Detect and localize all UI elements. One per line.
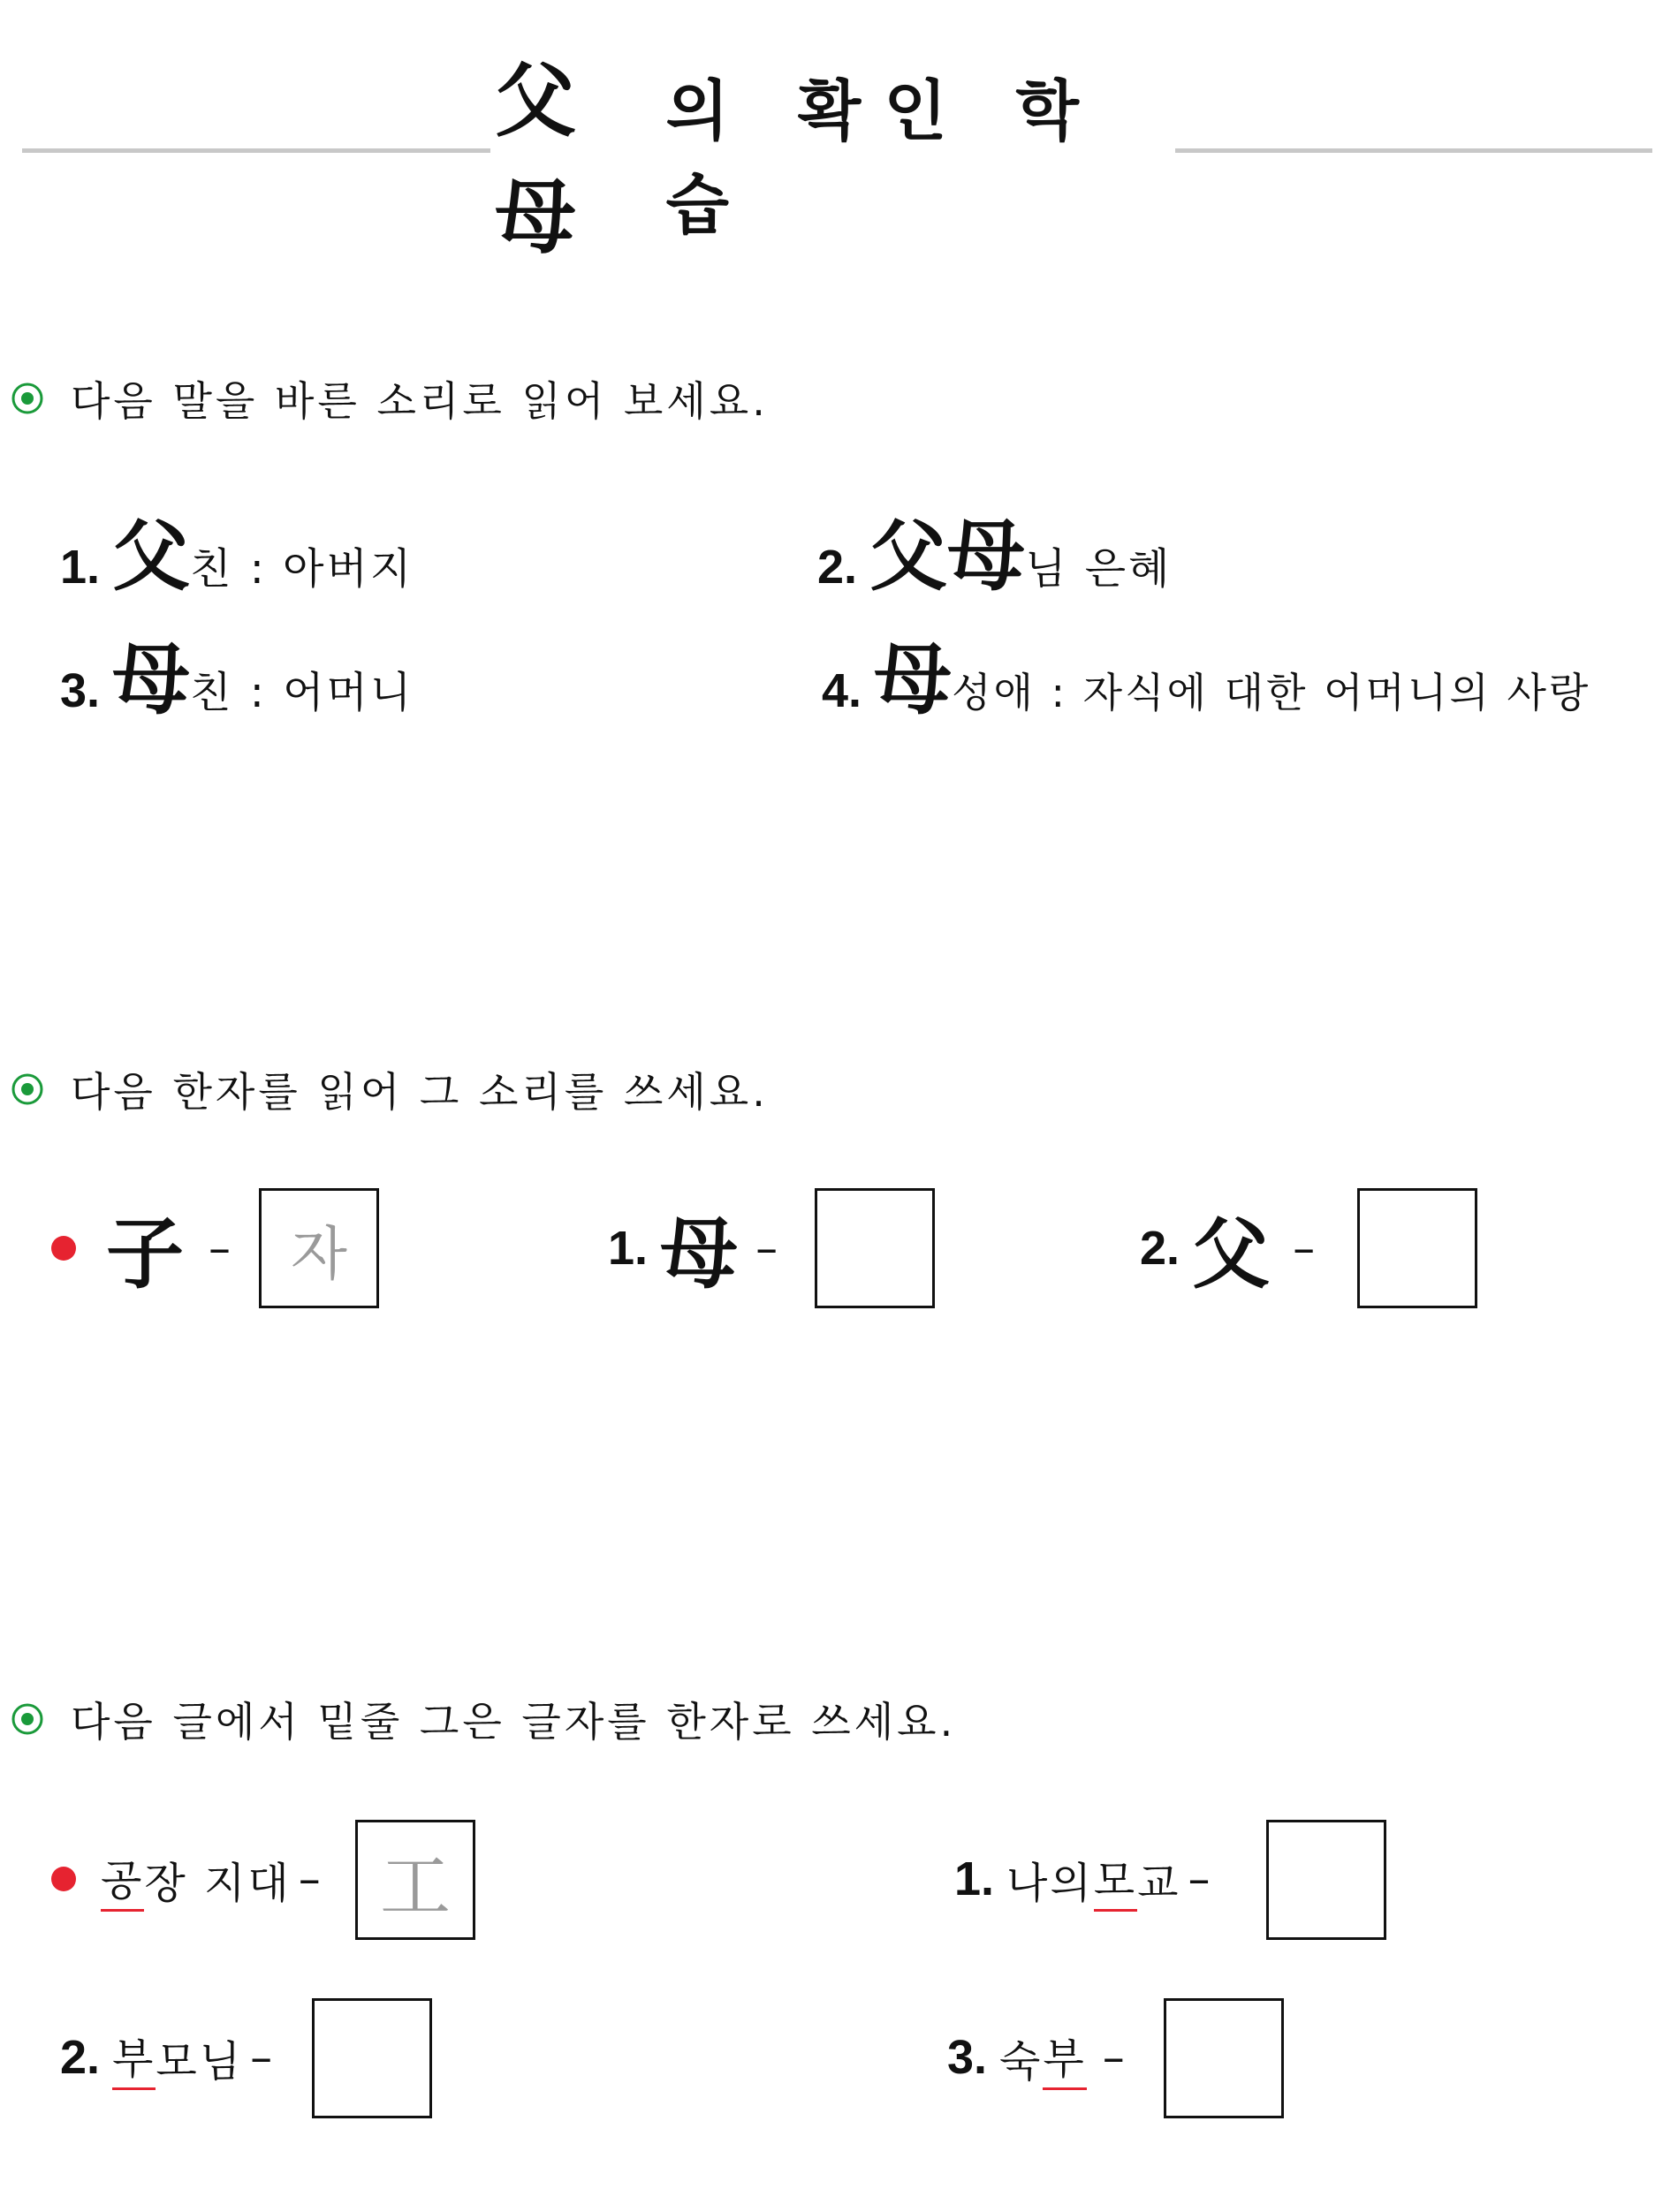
section3-instruction [11,1690,956,1748]
item-number: 1. [608,1222,649,1275]
red-bullet-icon [51,1236,76,1261]
dash: – [1293,1223,1316,1274]
section2-instruction [11,1060,769,1118]
item-text: 친 : 아버지 [190,544,414,594]
item-number: 1. [60,541,101,594]
answer-box-s3-1[interactable] [1266,1820,1386,1940]
answer-box-s3-2[interactable] [312,1998,432,2118]
example-answer: 자 [291,1219,347,1288]
item-number: 2. [1140,1222,1180,1275]
section1-instruction [11,369,769,428]
item-hanja: 母 [112,633,191,725]
dash: – [755,1223,778,1274]
target-icon [11,382,44,415]
item-text: 성애 : 자식에 대한 어머니의 사랑 [952,669,1591,716]
target-icon [11,1072,44,1106]
red-bullet-icon [51,1867,76,1891]
item-text: 님 은혜 [1025,544,1173,594]
section3-example [51,1846,328,1912]
underlined-char: 부 [112,2025,156,2090]
item-number: 2. [817,541,858,594]
underlined-char: 부 [1043,2025,1086,2090]
section3-item-2 [60,2025,279,2090]
section2-instruction-text: 다음 한자를 읽어 그 소리를 쓰세요. [71,1068,769,1116]
item-hanja: 母 [660,1208,739,1299]
item-text-before: 나의 [1006,1858,1094,1908]
answer-box-2[interactable] [1357,1188,1477,1308]
item-text: 친 : 어머니 [190,668,414,717]
example-hanja: 子 [106,1208,185,1299]
dash: – [1102,2032,1125,2083]
item-hanja: 父 [1192,1208,1271,1299]
title-hanja: 父母 [495,53,577,265]
example-answer-box [355,1820,475,1940]
item-number: 4. [822,664,862,717]
dash: – [250,2032,273,2083]
section2-item-1 [608,1193,785,1304]
section1-item-4 [822,618,1590,730]
section1-item-3 [60,618,414,730]
section1-instruction-text: 다음 말을 바른 소리로 읽어 보세요. [71,377,769,425]
example-answer-box [259,1188,379,1308]
section3-item-1 [954,1846,1218,1912]
item-number: 2. [60,2031,101,2084]
item-hanja: 父 [112,510,191,602]
section2-example [51,1193,238,1304]
item-text-after: 모님 [156,2036,244,2087]
dash: – [298,1853,321,1905]
page-title [495,53,1175,265]
item-text-after: 교 [1137,1858,1181,1908]
underlined-char: 공 [101,1846,144,1912]
dash: – [209,1223,232,1274]
answer-box-s3-3[interactable] [1164,1998,1284,2118]
section1-item-1 [60,495,414,606]
answer-box-1[interactable] [815,1188,935,1308]
item-number: 1. [954,1852,995,1905]
section1-item-2 [817,495,1172,606]
target-icon [11,1702,44,1736]
item-number: 3. [60,664,101,717]
item-hanja: 父母 [869,510,1026,602]
title-korean: 의 확인 학습 [665,73,1102,243]
example-text: 장 지대 [144,1858,292,1908]
title-rule-left [22,148,490,153]
example-answer: 工 [380,1845,451,1928]
section2-item-2 [1140,1193,1322,1304]
section3-instruction-text: 다음 글에서 밑줄 그은 글자를 한자로 쓰세요. [71,1698,957,1746]
item-hanja: 母 [874,633,953,725]
dash: – [1188,1853,1211,1905]
underlined-char: 모 [1094,1846,1137,1912]
title-rule-right [1175,148,1652,153]
item-text-before: 숙 [999,2036,1044,2087]
section3-item-3 [947,2025,1132,2090]
item-number: 3. [947,2031,988,2084]
